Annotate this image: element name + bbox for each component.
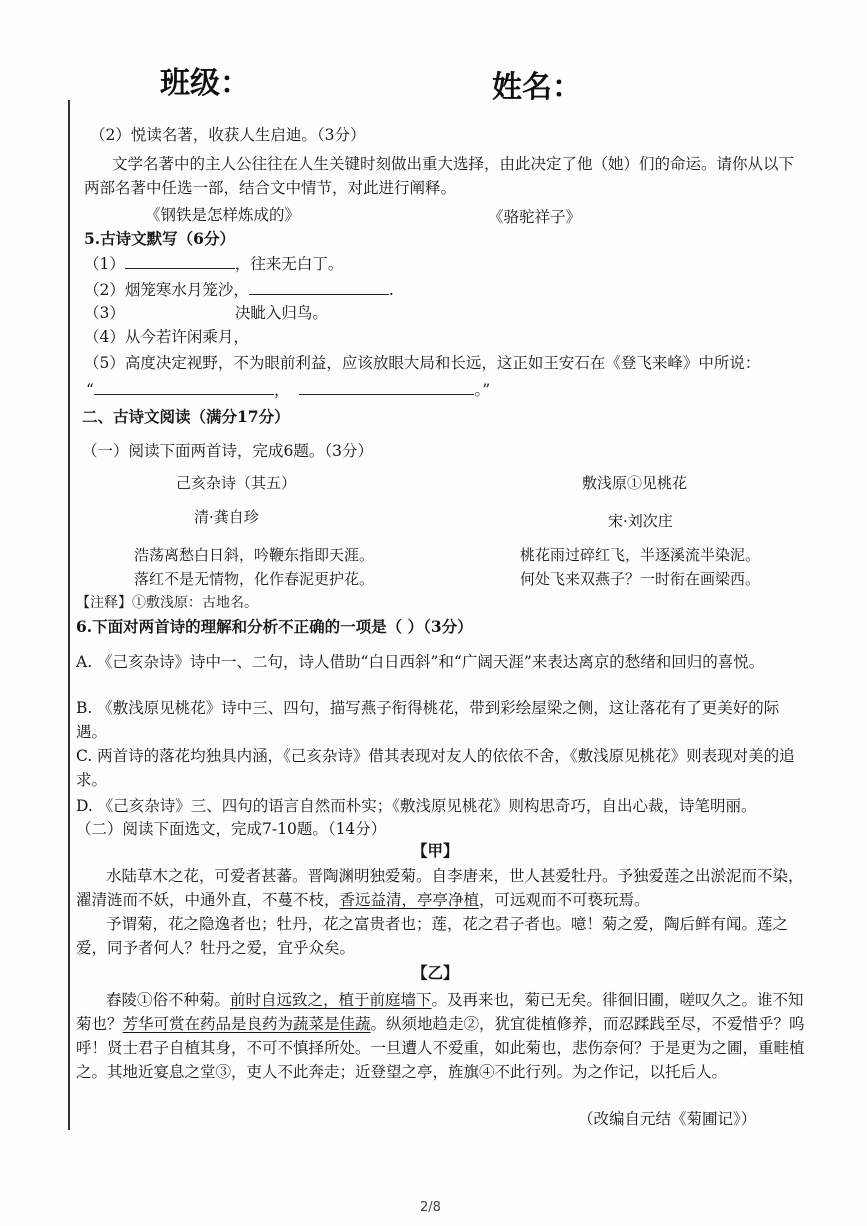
book-option-2: 《骆驼祥子》	[488, 208, 582, 226]
close-quote: 。”	[474, 381, 491, 399]
poem2-line1: 桃花雨过碎红飞，半逐溪流半染泥。	[520, 546, 761, 564]
passage-jia-label: 【甲】	[412, 841, 459, 860]
poem2-title: 敷浅原①见桃花	[582, 474, 688, 492]
q5-line-5: （5）高度决定视野，不为眼前利益，应该放眼大局和长远，这正如王安石在《登飞来峰》中所说：	[84, 354, 761, 372]
passage-jia-p2: 予谓菊，花之隐逸者也；牡丹，花之富贵者也；莲，花之君子者也。噫！菊之爱，陶后鲜有闻。莲之爱，同予者何人？牡丹之爱，宜乎众矣。	[76, 915, 789, 957]
q5-line-4: （4）从今若许闲乘月，	[84, 328, 249, 346]
jia-text-1: 水陆草木之花，可爱者甚蕃。晋陶渊明独爱菊。自李唐来，世人甚爱牡丹。予独爱莲之出淤泥而不染，濯清涟而不妖，中通外直，不蔓不枝，	[76, 867, 804, 909]
passage-yi	[76, 988, 806, 1084]
q6-option-b[interactable]: B. 《敷浅原见桃花》诗中三、四句，描写燕子衔得桃花，带到彩绘屋梁之侧，这让落花有了更美好的际遇。	[76, 699, 780, 741]
q6-option-c[interactable]: C. 两首诗的落花均独具内涵，《己亥杂诗》借其表现对友人的依依不舍，《敷浅原见桃花》则表现对美的追求。	[76, 747, 795, 789]
passage-jia-p1	[76, 864, 806, 912]
poem1-title: 己亥杂诗（其五）	[176, 474, 297, 492]
comma: ，	[273, 381, 290, 399]
answer-blank[interactable]	[249, 278, 389, 295]
jia-text-2: ，可远观而不可亵玩焉。	[479, 891, 650, 909]
class-label: 班级：	[160, 66, 250, 101]
q5-line-3	[84, 302, 328, 324]
open-quote: “	[86, 381, 94, 399]
section-2-title: 二、古诗文阅读（满分17分）	[82, 407, 290, 426]
poem-note: 【注释】①敷浅原：古地名。	[76, 595, 258, 611]
q6-option-a[interactable]: A. 《己亥杂诗》诗中一、二句，诗人借助“白日西斜”和“广阔天涯”来表达离京的愁绪和回归的喜悦。	[76, 653, 765, 671]
yi-text-3: 。纵须地趋走②，犹宜徙植修养，而忍蹂践至尽，不爱惜乎？呜呼！贤士君子自植其身，不可不慎择所处。一旦遭人不爱重，如此菊也，悲伤奈何？于是更为之圃，重畦植之。其地近宴息之堂③，吏人不此奔走；近登望之亭，旌旗④不此行列。为之作记，以托后人。	[76, 1015, 805, 1081]
q6-option-d[interactable]: D. 《己亥杂诗》三、四句的语言自然而朴实；《敷浅原见桃花》则构思奇巧，自出心裁，诗笔明丽。	[76, 797, 757, 815]
q5-line-1	[84, 252, 343, 275]
q5-l3-pre: （3）	[84, 304, 125, 322]
poem1-author: 清·龚自珍	[194, 508, 259, 526]
q6-stem: 6.下面对两首诗的理解和分析不正确的一项是（ ）（3分）	[76, 617, 473, 636]
yi-underlined-2: 芳华可赏在药品是良药为蔬菜是佳蔬	[122, 1015, 371, 1033]
answer-blank[interactable]	[94, 378, 274, 395]
answer-blank[interactable]	[125, 252, 235, 269]
poem2-author: 宋·刘次庄	[608, 512, 673, 530]
q5-l1-post: ，往来无白丁。	[234, 255, 344, 273]
name-label: 姓名：	[492, 70, 582, 105]
poem2-line2: 何处飞来双燕子？一时衔在画梁西。	[520, 570, 761, 588]
source-citation: （改编自元结《菊圃记》）	[578, 1110, 757, 1128]
q5-line-2: （2）烟笼寒水月笼沙， .	[84, 278, 394, 301]
q5-line-5-blanks	[86, 378, 490, 401]
q4-2-body: 文学名著中的主人公往往在人生关键时刻做出重大选择，由此决定了他（她）们的命运。请你从以下两部名著中任选一部，结合文中情节，对此进行阐释。	[84, 155, 795, 197]
part-2-title: （二）阅读下面选文，完成7-10题。（14分）	[76, 820, 387, 838]
q4-2-title: （2）悦读名著，收获人生启迪。（3分）	[90, 126, 366, 144]
book-option-1: 《钢铁是怎样炼成的》	[145, 206, 301, 224]
part-1-title: （一）阅读下面两首诗，完成6题。（3分）	[82, 442, 373, 460]
q5-l2-text: （2）烟笼寒水月笼沙，	[84, 281, 249, 299]
q5-l1-pre: （1）	[84, 255, 125, 273]
yi-underlined-1: 前时自远致之，植于前庭墙下	[230, 991, 432, 1009]
jia-underlined: 香远益清，亭亭净植	[339, 891, 480, 909]
answer-blank[interactable]	[299, 378, 474, 395]
poem1-line2: 落红不是无情物，化作春泥更护花。	[134, 570, 375, 588]
page-number: 2/8	[420, 1200, 441, 1215]
q5-l3-post: 决眦入归鸟。	[234, 304, 328, 322]
passage-yi-label: 【乙】	[412, 963, 459, 982]
margin-line	[68, 100, 70, 1130]
yi-text-2: 。及再来也，菊已无矣。徘徊旧圃，嗟叹久之。谁不知菊也？	[76, 991, 804, 1033]
q5-title: 5.古诗文默写（6分）	[84, 229, 235, 248]
poem1-line1: 浩荡离愁白日斜，吟鞭东指即天涯。	[134, 546, 375, 564]
yi-text-1: 舂陵①俗不种菊。	[106, 991, 231, 1009]
